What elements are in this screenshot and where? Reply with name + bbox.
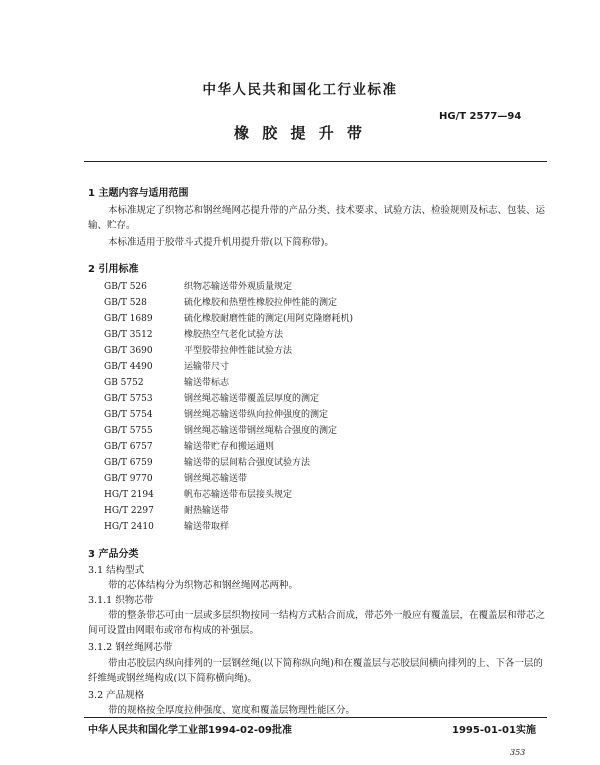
document-title: 橡 胶 提 升 带 bbox=[234, 124, 366, 142]
subsection-3-2-paragraph: 带的规格按全厚度拉伸强度、宽度和覆盖层物理性能区分。 bbox=[108, 705, 356, 716]
reference-item: GB 5752 输送带标志 bbox=[104, 378, 230, 388]
reference-item: HG/T 2410 输送带取样 bbox=[104, 522, 230, 532]
reference-item: HG/T 2297 耐热输送带 bbox=[104, 506, 230, 516]
subsection-3-1-1-heading: 3.1.1 织物芯带 bbox=[88, 595, 154, 606]
reference-item: GB/T 5755 钢丝绳芯输送带钢丝绳粘合强度的测定 bbox=[104, 426, 338, 436]
reference-item: GB/T 4490 运输带尺寸 bbox=[104, 362, 230, 372]
section-1-paragraph-1: 本标准规定了织物芯和钢丝绳网芯提升带的产品分类、技术要求、试验方法、检验规则及标志、包装、运输、贮存。 bbox=[88, 205, 546, 231]
reference-item: GB/T 6757 输送带贮存和搬运通则 bbox=[104, 442, 275, 452]
subsection-3-1-paragraph: 带的芯体结构分为织物芯和钢丝绳网芯两种。 bbox=[108, 580, 299, 591]
reference-item: GB/T 528 硫化橡胶和热塑性橡胶拉伸性能的测定 bbox=[104, 298, 338, 308]
subsection-3-1-1-paragraph: 带的整条带芯可由一层或多层织物按同一结构方式粘合而成，带芯外一般应有覆盖层，在覆盖层和带芯之间可设置由网眼布或帘布构成的补强层。 bbox=[88, 610, 546, 636]
approval-line: 中华人民共和国化学工业部1994-02-09批准 bbox=[88, 725, 292, 736]
standard-category-title: 中华人民共和国化工行业标准 bbox=[202, 82, 398, 98]
page-number: 353 bbox=[510, 748, 526, 757]
reference-item: GB/T 526 织物芯输送带外观质量规定 bbox=[104, 282, 293, 292]
implementation-date: 1995-01-01实施 bbox=[452, 725, 536, 736]
header-divider bbox=[84, 161, 547, 162]
subsection-3-1-heading: 3.1 结构型式 bbox=[88, 565, 145, 576]
reference-item: GB/T 9770 钢丝绳芯输送带 bbox=[104, 474, 248, 484]
reference-item: GB/T 5753 钢丝绳芯输送带覆盖层厚度的测定 bbox=[104, 394, 320, 404]
section-1-paragraph-2: 本标准适用于胶带斗式提升机用提升带(以下简称带)。 bbox=[108, 237, 334, 248]
section-1-heading: 1 主题内容与适用范围 bbox=[88, 188, 189, 199]
reference-item: GB/T 3690 平型胶带拉伸性能试验方法 bbox=[104, 346, 293, 356]
reference-item: GB/T 5754 钢丝绳芯输送带纵向拉伸强度的测定 bbox=[104, 410, 329, 420]
subsection-3-1-2-heading: 3.1.2 钢丝绳网芯带 bbox=[88, 642, 173, 653]
reference-item: GB/T 3512 橡胶热空气老化试验方法 bbox=[104, 330, 284, 340]
footer-divider bbox=[84, 717, 547, 718]
standard-code: HG/T 2577—94 bbox=[439, 111, 522, 122]
section-2-heading: 2 引用标准 bbox=[88, 264, 139, 275]
subsection-3-1-2-paragraph: 带由芯胶层内纵向排列的一层钢丝绳(以下简称纵向绳)和在覆盖层与芯胶层间横向排列的上、下各一层的纤维绳或钢丝绳构成(以下简称横向绳)。 bbox=[88, 658, 543, 684]
section-3-heading: 3 产品分类 bbox=[88, 549, 139, 560]
subsection-3-2-heading: 3.2 产品规格 bbox=[88, 690, 145, 701]
reference-item: GB/T 6759 输送带的层间粘合强度试验方法 bbox=[104, 458, 311, 468]
reference-item: GB/T 1689 硫化橡胶耐磨性能的测定(用阿克隆磨耗机) bbox=[104, 314, 354, 324]
reference-item: HG/T 2194 帆布芯输送带布层接头规定 bbox=[104, 490, 293, 500]
